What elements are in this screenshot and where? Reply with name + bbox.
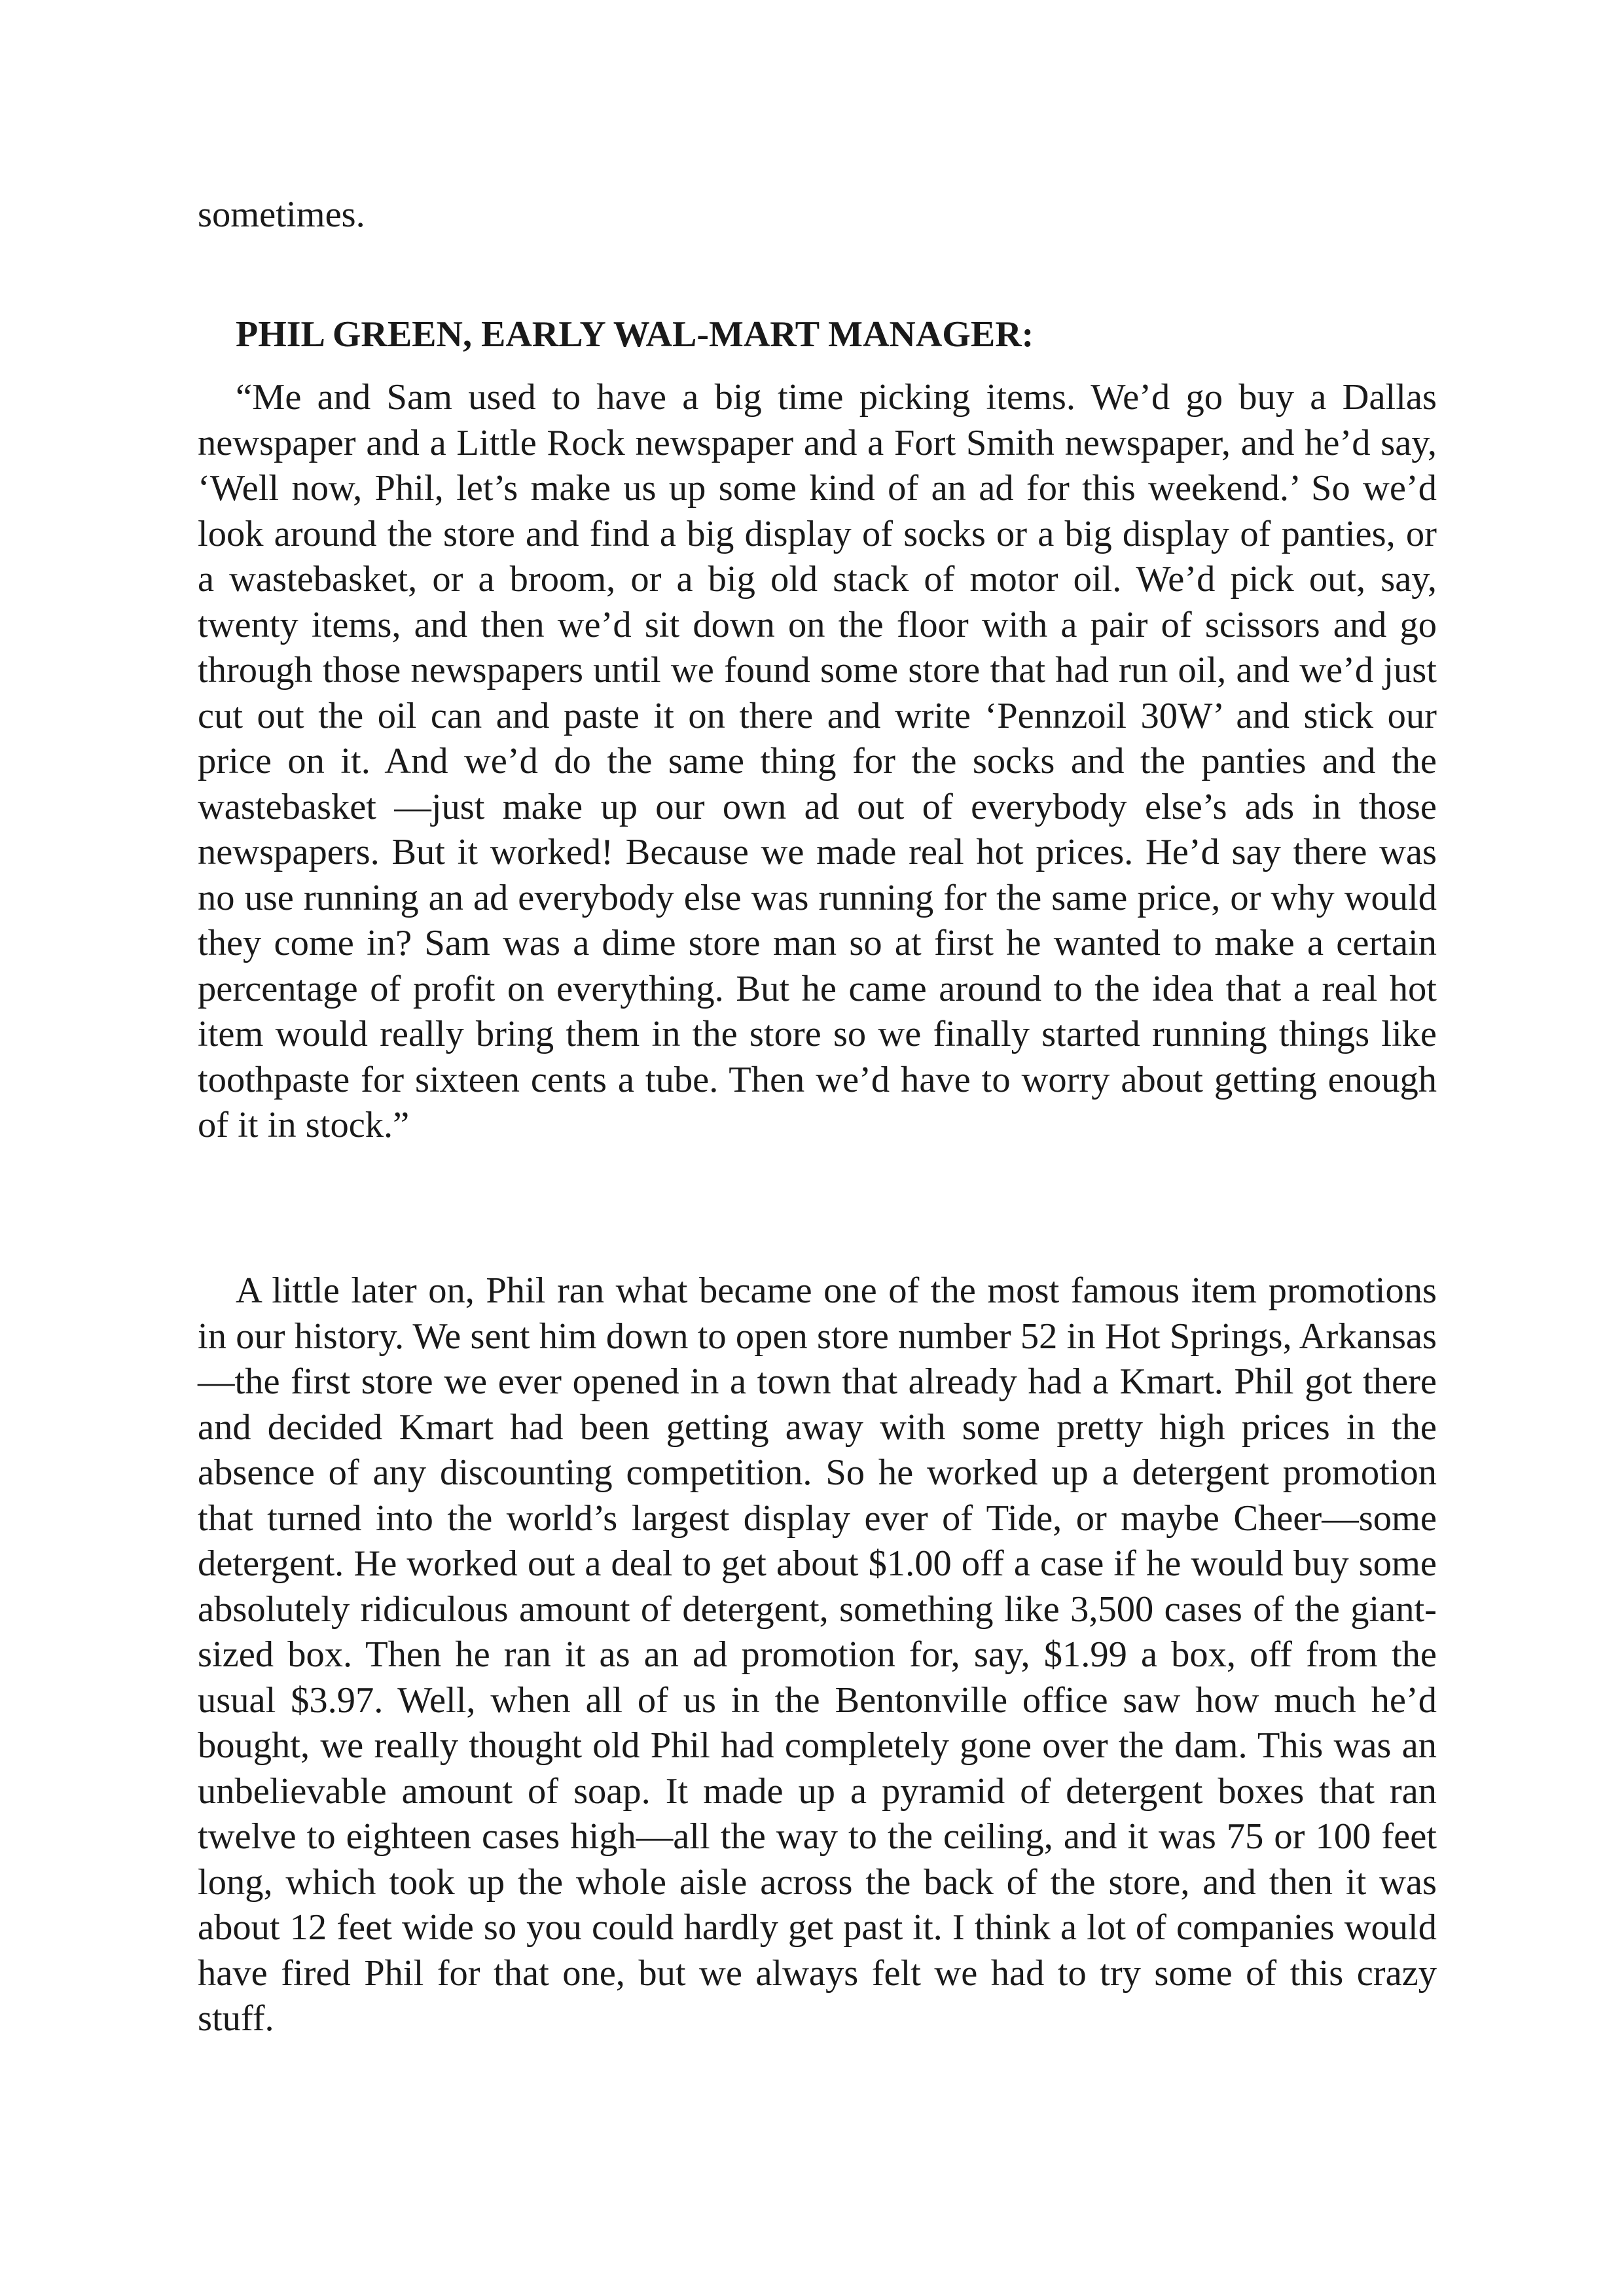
quote-paragraph: “Me and Sam used to have a big time picking items. We’d go buy a Dallas newspaper and a Little Rock newspaper and a Fort Smith newspaper, and he’d say, ‘Well now, Phil, let’s make us up some kind of an ad for this weekend.’ So we’d look around the store and find a big display of socks or a big display of panties, or a wastebasket, or a broom, or a big old stack of motor oil. We’d pick out, say, twenty items, and then we’d sit down on the floor with a pair of scissors and go through those newspapers until we found some store that had run oil, and we’d just cut out the oil can and paste it on there and write ‘Pennzoil 30W’ and stick our price on it. And we’d do the same thing for the socks and the panties and the wastebasket —just make up our own ad out of everybody else’s ads in those newspapers. But it worked! Because we made real hot prices. He’d say there was no use running an ad everybody else was running for the same price, or why would they come in? Sam was a dime store man so at first he wanted to make a certain percentage of profit on everything. But he came around to the idea that a real hot item would really bring them in the store so we finally started running things like toothpaste for sixteen cents a tube. Then we’d have to worry about getting enough of it in stock.”	[198, 377, 1437, 1145]
continued-text-line: sometimes.	[198, 194, 365, 235]
speaker-heading: PHIL GREEN, EARLY WAL-MART MANAGER:	[236, 314, 1034, 355]
narrative-paragraph: A little later on, Phil ran what became one of the most famous item promotions in our history. We sent him down to open store number 52 in Hot Springs, Arkansas—the first store we ever opened in a town that already had a Kmart. Phil got there and decided Kmart had been getting away with some pretty high prices in the absence of any discounting competition. So he worked up a detergent promotion that turned into the world’s largest display ever of Tide, or maybe Cheer—some detergent. He worked out a deal to get about $1.00 off a case if he would buy some absolutely ridiculous amount of detergent, something like 3,500 cases of the giant-sized box. Then he ran it as an ad promotion for, say, $1.99 a box, off from the usual $3.97. Well, when all of us in the Bentonville office saw how much he’d bought, we really thought old Phil had completely gone over the dam. This was an unbelievable amount of soap. It made up a pyramid of detergent boxes that ran twelve to eighteen cases high—all the way to the ceiling, and it was 75 or 100 feet long, which took up the whole aisle across the back of the store, and then it was about 12 feet wide so you could hardly get past it. I think a lot of companies would have fired Phil for that one, but we always felt we had to try some of this crazy stuff.	[198, 1270, 1437, 2039]
